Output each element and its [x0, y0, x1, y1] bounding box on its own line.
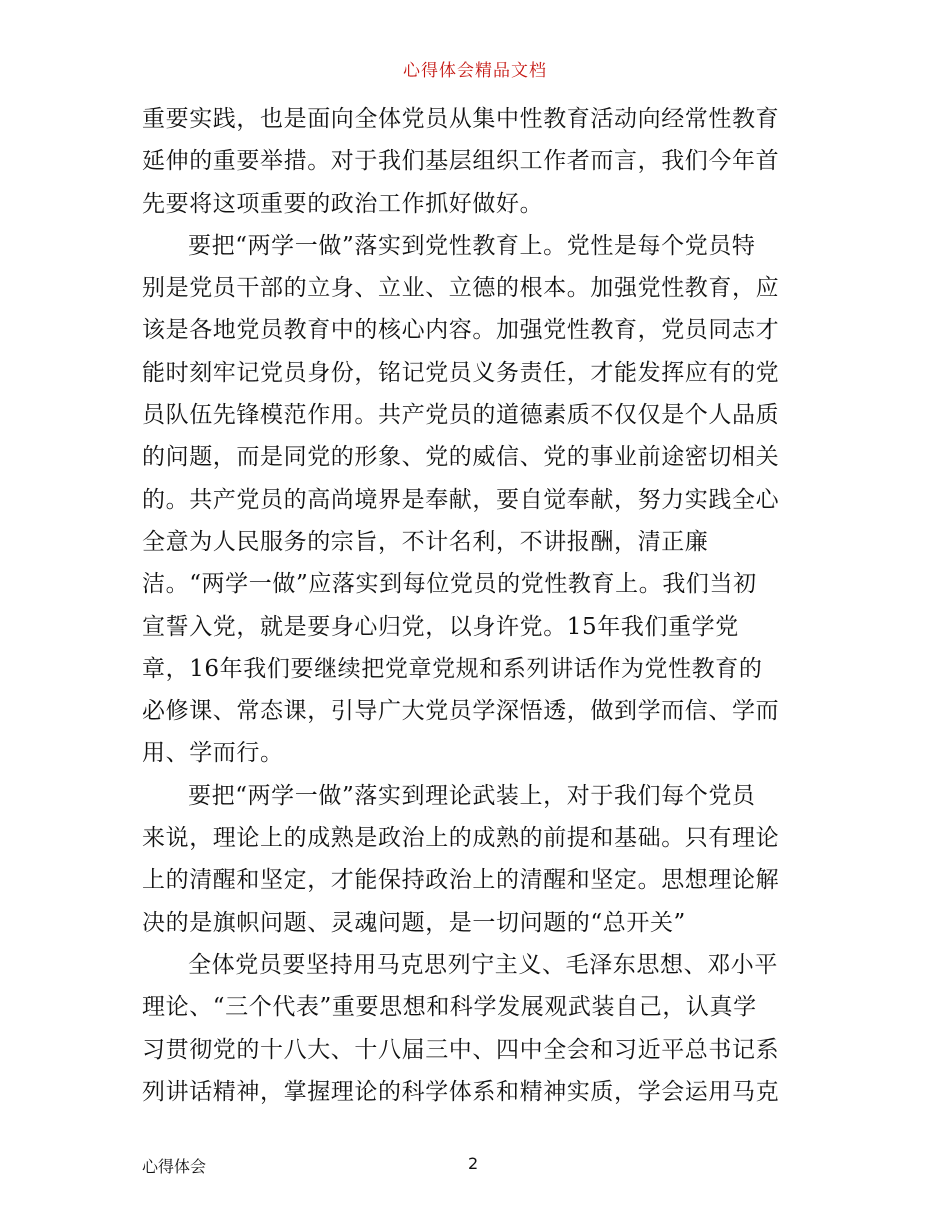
- text-line: 全体党员要坚持用马克思列宁主义、毛泽东思想、邓小平: [188, 951, 778, 978]
- text-line: 重要实践，也是面向全体党员从集中性教育活动向经常性教育: [142, 106, 780, 132]
- text-line: 该是各地党员教育中的核心内容。加强党性教育，党员同志才: [142, 317, 780, 344]
- page-footer-label: 心得体会: [142, 1157, 207, 1176]
- text-line: 用、学而行。: [142, 740, 284, 767]
- text-line: 别是党员干部的立身、立业、立德的根本。加强党性教育，应: [142, 275, 780, 302]
- text-line: 来说，理论上的成熟是政治上的成熟的前提和基础。只有理论: [142, 825, 780, 852]
- text-line: 章，16年我们要继续把党章党规和系列讲话作为党性教育的: [142, 655, 763, 682]
- text-line: 习贯彻党的十八大、十八届三中、四中全会和习近平总书记系: [142, 1036, 780, 1063]
- text-line: 的。共产党员的高尚境界是奉献，要自觉奉献，努力实践全心: [142, 486, 780, 513]
- text-line: 理论、“三个代表”重要思想和科学发展观武装自己，认真学: [142, 994, 757, 1021]
- text-line: 上的清醒和坚定，才能保持政治上的清醒和坚定。思想理论解: [142, 867, 780, 894]
- page-header-title: 心得体会精品文档: [403, 61, 547, 81]
- text-line: 全意为人民服务的宗旨，不计名利，不讲报酬，清正廉: [142, 528, 709, 555]
- text-line: 要把“两学一做”落实到党性教育上。党性是每个党员特: [188, 232, 756, 259]
- text-line: 能时刻牢记党员身份，铭记党员义务责任，才能发挥应有的党: [142, 359, 780, 386]
- page-number: 2: [468, 1154, 479, 1173]
- text-line: 宣誓入党，就是要身心归党，以身许党。15年我们重学党: [142, 613, 739, 640]
- text-line: 先要将这项重要的政治工作抓好做好。: [142, 190, 544, 217]
- text-line: 的问题，而是同党的形象、党的威信、党的事业前途密切相关: [142, 444, 780, 471]
- text-line: 决的是旗帜问题、灵魂问题，是一切问题的“总开关”: [142, 909, 686, 936]
- text-line: 要把“两学一做”落实到理论武装上，对于我们每个党员: [188, 782, 756, 809]
- text-line: 必修课、常态课，引导广大党员学深悟透，做到学而信、学而: [142, 698, 780, 725]
- text-line: 洁。“两学一做”应落实到每位党员的党性教育上。我们当初: [142, 571, 757, 598]
- text-line: 员队伍先锋模范作用。共产党员的道德素质不仅仅是个人品质: [142, 402, 780, 429]
- text-line: 列讲话精神，掌握理论的科学体系和精神实质，学会运用马克: [142, 1078, 780, 1105]
- text-line: 延伸的重要举措。对于我们基层组织工作者而言，我们今年首: [142, 148, 780, 175]
- document-body: [142, 98, 822, 1113]
